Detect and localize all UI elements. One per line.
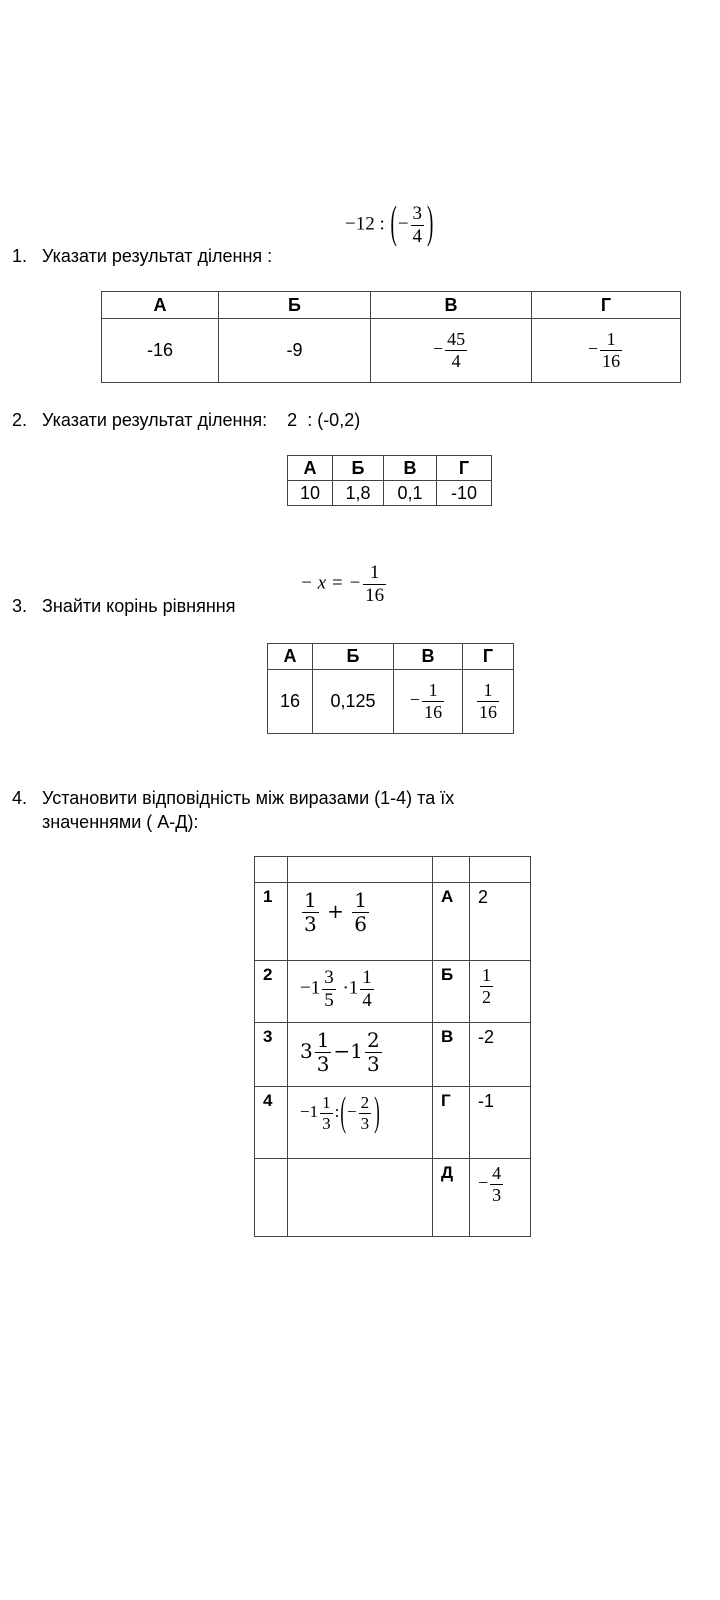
fraction-denominator: 3 — [322, 1113, 331, 1133]
answer-d — [532, 319, 681, 383]
fraction-denominator: 3 — [316, 1052, 330, 1076]
value: -2 — [470, 1023, 531, 1087]
header-d: Г — [463, 644, 514, 670]
whole-part: −1 — [300, 1101, 319, 1121]
answer-b: 1,8 — [333, 481, 384, 506]
expr-lead: −12 : — [345, 213, 390, 235]
question-2-number: 2. — [12, 410, 28, 430]
fraction — [411, 203, 425, 248]
fraction — [320, 1093, 333, 1133]
fraction-numerator: 3 — [412, 203, 423, 224]
answer-c: 0,1 — [384, 481, 437, 506]
fraction — [322, 967, 336, 1012]
header-a: А — [102, 292, 219, 319]
question-1 — [12, 246, 272, 267]
fraction-numerator: 2 — [366, 1028, 380, 1052]
value: -1 — [470, 1087, 531, 1159]
header-a: А — [268, 644, 313, 670]
question-2-text: Указати результат ділення: 2 : (-0,2) — [42, 410, 361, 430]
fraction-numerator: 1 — [483, 680, 493, 701]
fraction — [600, 329, 622, 371]
question-1-answer-table — [101, 291, 681, 383]
fraction-denominator: 6 — [354, 912, 367, 936]
fraction-denominator: 16 — [365, 584, 385, 606]
header-c: В — [371, 292, 532, 319]
answer-b: 0,125 — [313, 670, 394, 734]
fraction-denominator: 4 — [412, 225, 423, 247]
expression-index: 3 — [255, 1023, 288, 1087]
fraction — [363, 562, 386, 607]
question-1-expression — [345, 198, 434, 250]
expr-lead: − x = − — [300, 572, 362, 594]
paren-close: ) — [427, 198, 434, 250]
question-1-text: Указати результат ділення : — [42, 246, 273, 266]
fraction — [422, 680, 444, 722]
fraction — [480, 965, 493, 1007]
answer-sign: − — [478, 1172, 489, 1193]
answer-sign: − — [409, 689, 421, 710]
paren-open: ( — [390, 198, 397, 250]
question-3-number: 3. — [12, 596, 28, 616]
value: 2 — [470, 883, 531, 961]
expr-sign: − — [397, 213, 409, 235]
question-4-text-line-2: значеннями ( А-Д): — [42, 812, 199, 832]
value-letter: Г — [433, 1087, 470, 1159]
header-b: Б — [333, 456, 384, 481]
value-letter: А — [433, 883, 470, 961]
question-1-number: 1. — [12, 246, 28, 266]
fraction-numerator: 1 — [369, 562, 380, 583]
operator: ·1 — [342, 977, 359, 999]
expression-index: 4 — [255, 1087, 288, 1159]
fraction-numerator: 1 — [354, 888, 367, 912]
header-d: Г — [532, 292, 681, 319]
expression-2 — [288, 961, 433, 1023]
fraction-numerator: 45 — [447, 329, 466, 350]
fraction — [302, 889, 319, 936]
answer-b: -9 — [219, 319, 371, 383]
fraction-denominator: 3 — [492, 1184, 502, 1205]
header-c: В — [384, 456, 437, 481]
question-2-answer-table — [287, 455, 492, 506]
fraction — [365, 1029, 382, 1076]
answer-c — [371, 319, 532, 383]
fraction — [490, 1163, 503, 1205]
fraction-numerator: 1 — [606, 329, 616, 350]
header-a: А — [288, 456, 333, 481]
fraction-denominator: 16 — [424, 702, 443, 722]
expression-index: 2 — [255, 961, 288, 1023]
value — [470, 961, 531, 1023]
value-letter: Д — [433, 1159, 470, 1237]
fraction-denominator: 3 — [304, 912, 317, 936]
fraction-numerator: 4 — [492, 1163, 502, 1183]
fraction-denominator: 16 — [602, 351, 621, 371]
fraction-denominator: 4 — [362, 989, 372, 1011]
fraction-denominator: 2 — [482, 986, 491, 1007]
expression-3 — [288, 1023, 433, 1087]
fraction — [360, 967, 374, 1012]
fraction-numerator: 1 — [482, 965, 491, 985]
question-3 — [12, 596, 235, 617]
fraction-numerator: 1 — [316, 1028, 330, 1052]
expression-index: 1 — [255, 883, 288, 961]
whole-part: −1 — [300, 977, 321, 999]
operator: −1 — [333, 1039, 363, 1063]
question-4-matching-table — [254, 856, 531, 1237]
fraction-numerator: 1 — [304, 888, 317, 912]
question-4 — [12, 788, 454, 809]
answer-d: -10 — [437, 481, 492, 506]
header-d: Г — [437, 456, 492, 481]
header-c: В — [394, 644, 463, 670]
fraction-denominator: 4 — [451, 351, 461, 371]
value-letter: В — [433, 1023, 470, 1087]
answer-sign: − — [432, 338, 444, 359]
empty-cell — [470, 857, 531, 883]
fraction — [359, 1093, 372, 1133]
fraction-numerator: 2 — [360, 1093, 370, 1112]
fraction-numerator: 1 — [322, 1093, 331, 1112]
question-3-expression — [300, 562, 388, 607]
expression-4 — [288, 1087, 433, 1159]
answer-d — [463, 670, 514, 734]
fraction-numerator: 3 — [324, 967, 334, 988]
answer-a: 10 — [288, 481, 333, 506]
fraction — [315, 1029, 332, 1076]
question-3-answer-table — [267, 643, 514, 734]
empty-cell — [288, 1159, 433, 1237]
fraction-denominator: 5 — [324, 989, 334, 1011]
operator: : — [334, 1101, 340, 1121]
header-b: Б — [313, 644, 394, 670]
fraction-denominator: 16 — [479, 702, 497, 722]
answer-a: 16 — [268, 670, 313, 734]
fraction — [445, 329, 467, 371]
empty-cell — [288, 857, 433, 883]
fraction-numerator: 1 — [428, 680, 438, 701]
paren-open: ( — [340, 1089, 346, 1135]
empty-cell — [255, 857, 288, 883]
question-4-number: 4. — [12, 788, 28, 808]
fraction-denominator: 3 — [360, 1113, 370, 1133]
expr-sign: − — [347, 1101, 357, 1121]
fraction — [352, 889, 369, 936]
whole-part: 3 — [300, 1039, 313, 1063]
fraction-denominator: 3 — [366, 1052, 380, 1076]
expression-1 — [288, 883, 433, 961]
fraction-numerator: 1 — [362, 967, 372, 988]
header-b: Б — [219, 292, 371, 319]
empty-cell — [433, 857, 470, 883]
operator: + — [327, 899, 344, 923]
answer-a: -16 — [102, 319, 219, 383]
value-letter: Б — [433, 961, 470, 1023]
value — [470, 1159, 531, 1237]
paren-close: ) — [374, 1089, 380, 1135]
answer-sign: − — [587, 338, 599, 359]
answer-c — [394, 670, 463, 734]
question-2 — [12, 410, 360, 431]
expression-index — [255, 1159, 288, 1237]
question-4-text-line-1: Установити відповідність між виразами (1-4) та їх — [42, 788, 455, 808]
question-3-text: Знайти корінь рівняння — [42, 596, 236, 616]
fraction — [477, 680, 499, 722]
